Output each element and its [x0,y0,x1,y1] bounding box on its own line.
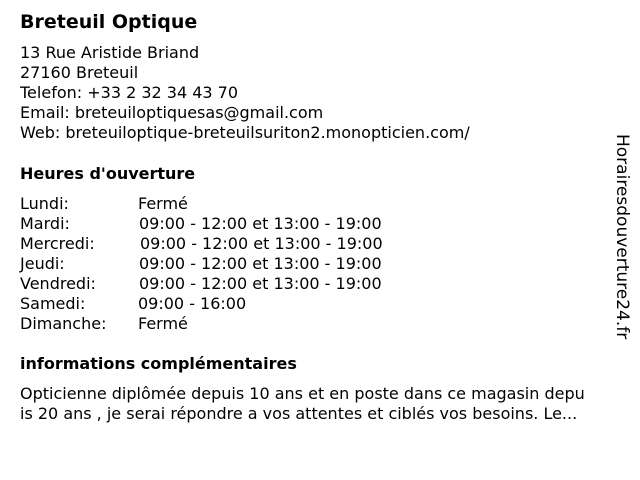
hours-heading: Heures d'ouverture [20,164,196,183]
hours-time: Fermé [138,194,188,213]
hours-day: Mardi: [20,214,70,233]
address-street: 13 Rue Aristide Briand [20,43,200,62]
address-city: 27160 Breteuil [20,63,139,82]
hours-time: Fermé [138,314,188,333]
info-line: is 20 ans , je serai répondre a vos attentes et ciblés vos besoins. Le... [20,404,578,423]
hours-day: Mercredi: [20,234,95,253]
hours-time: 09:00 - 12:00 et 13:00 - 19:00 [140,234,383,253]
hours-day: Samedi: [20,294,86,313]
hours-day: Jeudi: [20,254,65,273]
hours-time: 09:00 - 12:00 et 13:00 - 19:00 [139,214,382,233]
hours-time: 09:00 - 16:00 [138,294,247,313]
email-text: Email: breteuiloptiquesas@gmail.com [20,103,324,122]
business-name: Breteuil Optique [20,11,198,33]
info-heading: informations complémentaires [20,354,297,373]
info-line: Opticienne diplômée depuis 10 ans et en poste dans ce magasin depu [20,384,585,403]
info-description [20,384,630,424]
contact-block [20,43,470,143]
web-text: Web: breteuiloptique-breteuilsuriton2.monopticien.com/ [20,123,470,142]
hours-day: Vendredi: [20,274,96,293]
hours-time: 09:00 - 12:00 et 13:00 - 19:00 [139,274,382,293]
hours-day: Dimanche: [20,314,107,333]
hours-day: Lundi: [20,194,69,213]
brand-vertical-text: Horairesdouverture24.fr [612,134,632,340]
hours-time: 09:00 - 12:00 et 13:00 - 19:00 [139,254,382,273]
phone-text: Telefon: +33 2 32 34 43 70 [20,83,239,102]
